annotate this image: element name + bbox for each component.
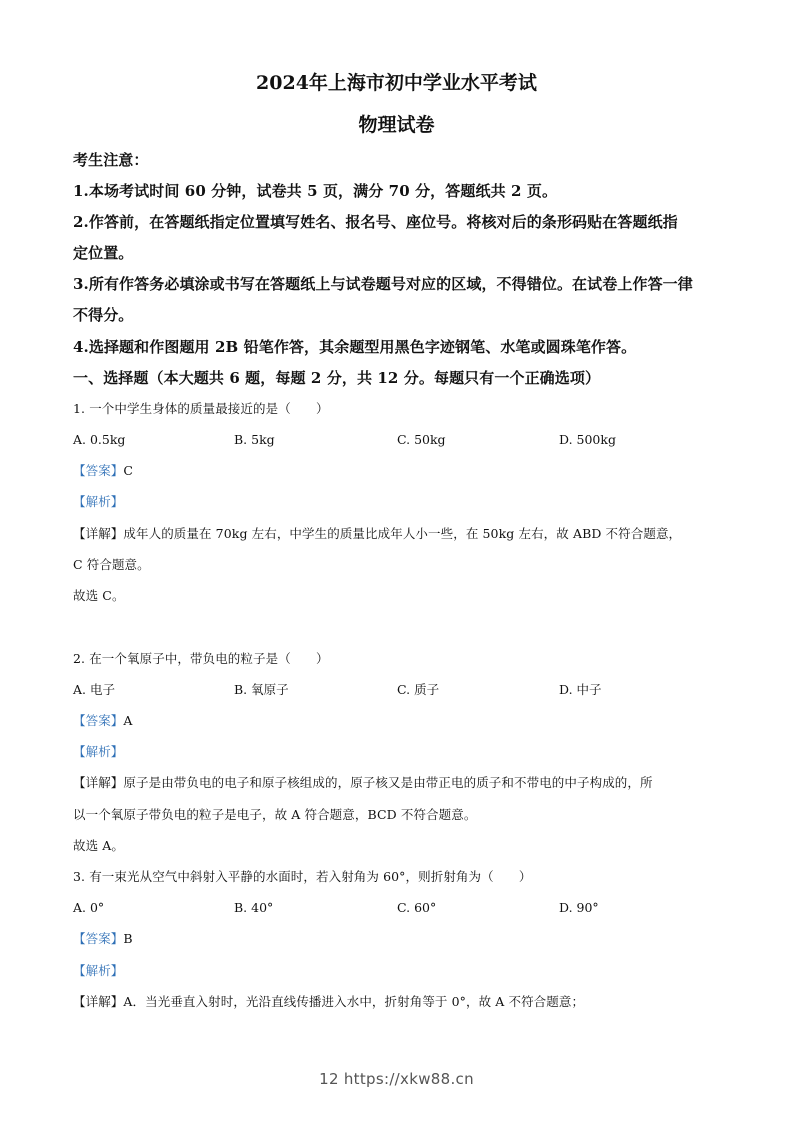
question-3-detail-line-1 xyxy=(73,992,723,1012)
detail-text: 成年人的质量在 70kg 左右，中学生的质量比成年人小一些，在 50kg 左右，故 ABD 不符合题意， xyxy=(123,526,682,541)
analysis-label: 【解析】 xyxy=(73,494,124,509)
question-1-answer xyxy=(73,461,723,481)
page-footer: 12 https://xkw88.cn xyxy=(319,1070,474,1088)
notice-item-2-line-1: 2.作答前，在答题纸指定位置填写姓名、报名号、座位号。将核对后的条形码贴在答题纸指 xyxy=(73,213,678,231)
question-3-option-c: C. 60° xyxy=(397,900,437,915)
detail-text: A．当光垂直入射时，光沿直线传播进入水中，折射角等于 0°，故 A 不符合题意； xyxy=(123,994,585,1009)
question-3-option-b: B. 40° xyxy=(234,900,274,915)
answer-value: B xyxy=(123,931,133,946)
question-2-option-a: A. 电子 xyxy=(73,682,115,697)
question-2-detail-line-1 xyxy=(73,773,723,793)
detail-label: 【详解】 xyxy=(73,994,124,1009)
answer-value: C xyxy=(123,463,134,478)
question-2-conclusion: 故选 A。 xyxy=(73,838,125,853)
question-1-stem: 1. 一个中学生身体的质量最接近的是（ ） xyxy=(73,401,329,416)
question-3-answer xyxy=(73,929,723,949)
notice-item-2-line-2: 定位置。 xyxy=(73,244,134,262)
question-3-option-a: A. 0° xyxy=(73,900,105,915)
question-2-answer xyxy=(73,711,723,731)
notice-item-4: 4.选择题和作图题用 2B 铅笔作答，其余题型用黑色字迹钢笔、水笔或圆珠笔作答。 xyxy=(73,338,637,356)
notice-item-3-line-2: 不得分。 xyxy=(73,306,134,324)
answer-value: A xyxy=(123,713,133,728)
question-3-option-d: D. 90° xyxy=(559,900,599,915)
answer-label: 【答案】 xyxy=(73,931,124,946)
question-1-option-b: B. 5kg xyxy=(234,432,275,447)
exam-subtitle: 物理试卷 xyxy=(358,114,435,136)
question-2-option-d: D. 中子 xyxy=(559,682,602,697)
question-2-detail-line-2: 以一个氧原子带负电的粒子是电子，故 A 符合题意，BCD 不符合题意。 xyxy=(73,807,477,822)
notice-heading: 考生注意： xyxy=(73,151,149,169)
question-2-option-c: C. 质子 xyxy=(397,682,440,697)
question-1-option-d: D. 500kg xyxy=(559,432,616,447)
question-2-stem: 2. 在一个氧原子中，带负电的粒子是（ ） xyxy=(73,651,329,666)
answer-label: 【答案】 xyxy=(73,713,124,728)
notice-item-1: 1.本场考试时间 60 分钟，试卷共 5 页，满分 70 分，答题纸共 2 页。 xyxy=(73,182,558,200)
analysis-label: 【解析】 xyxy=(73,963,124,978)
notice-item-3-line-1: 3.所有作答务必填涂或书写在答题纸上与试卷题号对应的区域，不得错位。在试卷上作答一律 xyxy=(73,275,693,293)
question-1-option-c: C. 50kg xyxy=(397,432,446,447)
section-heading: 一、选择题（本大题共 6 题，每题 2 分，共 12 分。每题只有一个正确选项） xyxy=(73,369,601,387)
detail-text: 原子是由带负电的电子和原子核组成的，原子核又是由带正电的质子和不带电的中子构成的，所 xyxy=(123,775,653,790)
question-2-option-b: B. 氧原子 xyxy=(234,682,289,697)
answer-label: 【答案】 xyxy=(73,463,124,478)
exam-title: 2024年上海市初中学业水平考试 xyxy=(256,72,537,94)
question-1-option-a: A. 0.5kg xyxy=(73,432,126,447)
analysis-label: 【解析】 xyxy=(73,744,124,759)
detail-label: 【详解】 xyxy=(73,526,124,541)
question-3-analysis xyxy=(73,961,723,981)
question-1-analysis xyxy=(73,492,723,512)
detail-label: 【详解】 xyxy=(73,775,124,790)
question-3-stem: 3. 有一束光从空气中斜射入平静的水面时，若入射角为 60°，则折射角为（ ） xyxy=(73,869,532,884)
question-1-conclusion: 故选 C。 xyxy=(73,588,125,603)
question-1-detail-line-2: C 符合题意。 xyxy=(73,557,150,572)
question-2-analysis xyxy=(73,742,723,762)
question-1-detail-line-1 xyxy=(73,524,723,544)
